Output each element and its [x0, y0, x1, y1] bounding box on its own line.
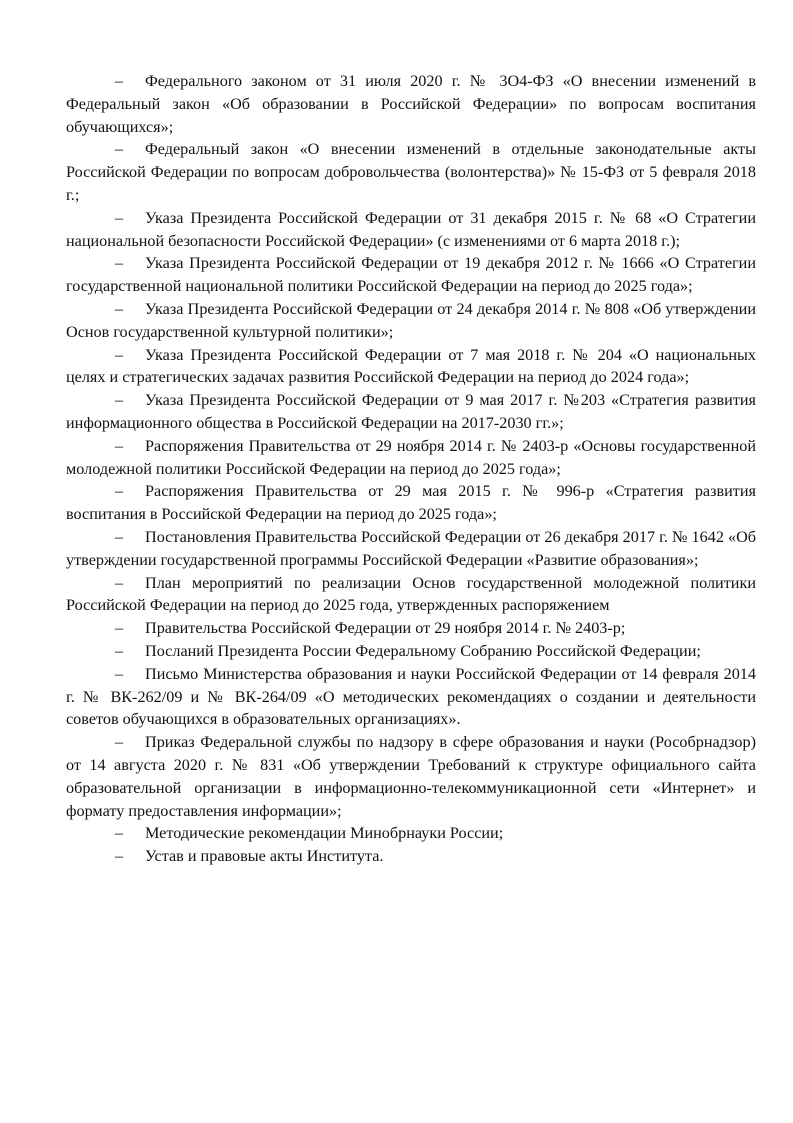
list-item-text: Методические рекомендации Минобрнауки России;	[145, 824, 504, 843]
list-item-text: Письмо Министерства образования и науки Российской Федерации от 14 февраля 2014 г. № ВК-262/09 и № ВК-264/09 «О методических рекомендациях о создании и деятельности советов обучающихся в образовательных организациях».	[66, 664, 756, 729]
dash-bullet: –	[115, 208, 124, 227]
list-item	[66, 617, 756, 640]
document-page	[66, 70, 756, 868]
dash-bullet: –	[115, 847, 124, 866]
dash-bullet: –	[115, 254, 124, 273]
dash-bullet: –	[115, 436, 124, 455]
dash-bullet: –	[115, 527, 124, 546]
list-item-text: Указа Президента Российской Федерации от 24 декабря 2014 г. № 808 «Об утверждении Основ государственной культурной политики»;	[66, 299, 756, 341]
list-item	[66, 480, 756, 526]
list-item-text: Федеральный закон «О внесении изменений в отдельные законодательные акты Российской Федерации по вопросам добровольчества (волонтерства)» № 15-ФЗ от 5 февраля 2018 г.;	[66, 140, 756, 204]
dash-bullet: –	[115, 391, 124, 410]
dash-bullet: –	[115, 619, 124, 638]
dash-bullet: –	[115, 641, 124, 660]
list-item	[66, 252, 756, 298]
list-item-text: Посланий Президента России Федеральному Собранию Российской Федерации;	[145, 641, 701, 660]
list-item	[66, 138, 756, 206]
list-item	[66, 731, 756, 822]
list-item-text: Распоряжения Правительства от 29 ноября 2014 г. № 2403-р «Основы государственной молодежной политики Российской Федерации на период до 2025 года»;	[66, 436, 756, 478]
list-item-text: Указа Президента Российской Федерации от 7 мая 2018 г. № 204 «О национальных целях и стратегических задачах развития Российской Федерации на период до 2024 года»;	[66, 345, 756, 387]
list-item	[66, 526, 756, 572]
dash-bullet: –	[115, 72, 124, 90]
list-item-text: Указа Президента Российской Федерации от 31 декабря 2015 г. № 68 «О Стратегии национальной безопасности Российской Федерации» (с изменениями от 6 марта 2018 г.);	[66, 208, 756, 250]
list-item	[66, 435, 756, 481]
list-item	[66, 640, 756, 663]
list-item-text: Федерального законом от 31 июля 2020 г. № 3О4-ФЗ «О внесении изменений в Федеральный закон «Об образовании в Российской Федерации» по вопросам воспитания обучающихся»;	[66, 72, 756, 136]
dash-bullet: –	[115, 664, 124, 683]
list-item-text: Правительства Российской Федерации от 29 ноября 2014 г. № 2403-р;	[145, 619, 626, 638]
list-item	[66, 207, 756, 253]
list-item-text: План мероприятий по реализации Основ государственной молодежной политики Российской Федерации на период до 2025 года, утвержденных распоряжением	[66, 573, 756, 615]
list-item	[66, 845, 756, 868]
list-item	[66, 822, 756, 845]
list-item	[66, 389, 756, 435]
dash-bullet: –	[115, 573, 124, 592]
dash-bullet: –	[115, 824, 124, 843]
dash-bullet: –	[115, 482, 124, 501]
list-item-text: Постановления Правительства Российской Федерации от 26 декабря 2017 г. № 1642 «Об утверждении государственной программы Российской Федерации «Развитие образования»;	[66, 527, 756, 569]
list-item	[66, 298, 756, 344]
list-item-text: Указа Президента Российской Федерации от 19 декабря 2012 г. № 1666 «О Стратегии государственной национальной политики Российской Федерации на период до 2025 года»;	[66, 254, 756, 296]
list-item-text: Распоряжения Правительства от 29 мая 2015 г. № 996-р «Стратегия развития воспитания в Российской Федерации на период до 2025 года»;	[66, 482, 756, 524]
list-item	[66, 572, 756, 618]
dash-bullet: –	[115, 299, 124, 318]
list-item-text: Приказ Федеральной службы по надзору в сфере образования и науки (Рособрнадзор) от 14 августа 2020 г. № 831 «Об утверждении Требований к структуре официального сайта образовательной организации в информационно-телекоммуникационной сети «Интернет» и формату предоставления информации»;	[66, 733, 756, 820]
dash-bullet: –	[115, 140, 124, 159]
list-item	[66, 70, 756, 138]
dash-bullet: –	[115, 733, 124, 752]
list-item	[66, 344, 756, 390]
list-item-text: Устав и правовые акты Института.	[145, 847, 384, 866]
dash-bullet: –	[115, 345, 124, 364]
list-item-text: Указа Президента Российской Федерации от 9 мая 2017 г. №203 «Стратегия развития информационного общества в Российской Федерации на 2017-2030 гг.»;	[66, 391, 756, 432]
list-item	[66, 663, 756, 731]
